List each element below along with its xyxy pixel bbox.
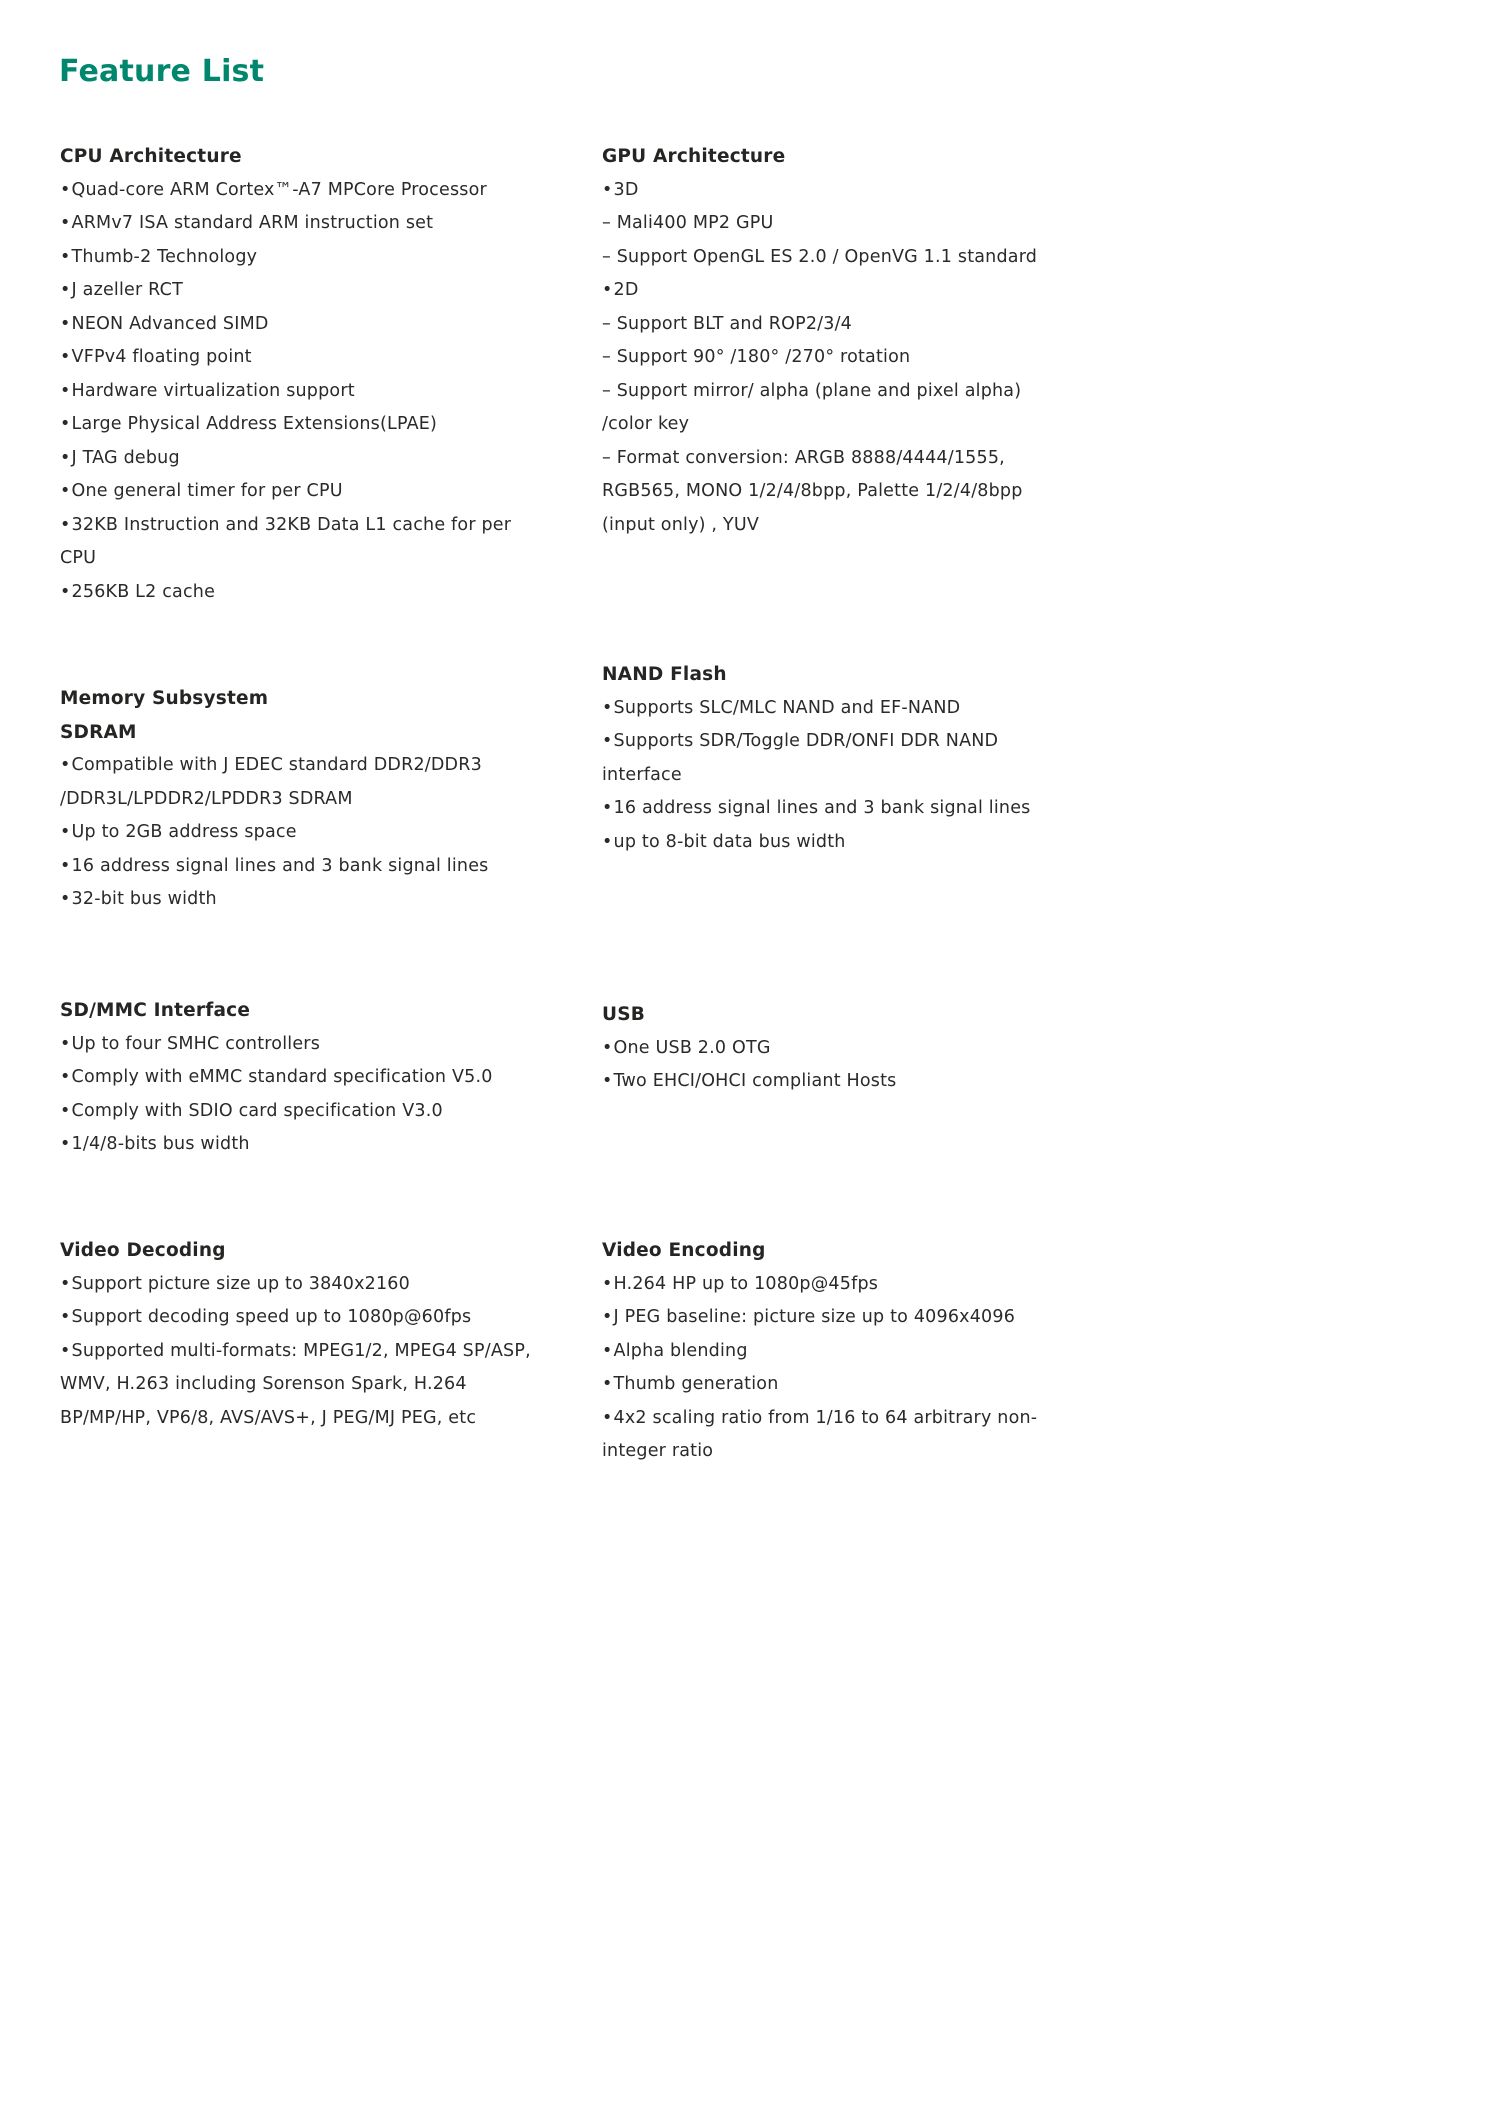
bullet-icon: •	[60, 347, 71, 367]
feature-text: Supported multi-formats: MPEG1/2, MPEG4 SP/ASP, WMV, H.263 including Sorenson Spark, H.264 BP/MP/HP, VP6/8, AVS/AVS+, J PEG/MJ PEG, etc	[60, 1340, 531, 1428]
feature-subitem	[602, 375, 1064, 442]
bullet-icon: •	[60, 179, 71, 200]
feature-item	[602, 1301, 1064, 1335]
feature-text: Alpha blending	[613, 1340, 748, 1361]
feature-text: 4x2 scaling ratio from 1/16 to 64 arbitrary non-integer ratio	[602, 1407, 1038, 1461]
feature-item	[60, 174, 550, 208]
section-heading: GPU Architecture	[602, 146, 786, 167]
feature-item	[60, 442, 550, 476]
feature-item	[602, 1402, 1064, 1469]
feature-text: Comply with eMMC standard specification V5.0	[71, 1067, 493, 1087]
bullet-icon: •	[602, 697, 613, 718]
feature-item	[60, 341, 550, 375]
feature-item	[60, 274, 550, 308]
feature-text: VFPv4 floating point	[71, 347, 252, 367]
bullet-icon: •	[602, 1037, 613, 1058]
feature-item	[60, 509, 550, 576]
feature-text: One general timer for per CPU	[71, 481, 343, 501]
section-video-encoding	[602, 1234, 1064, 1469]
feature-text: Thumb generation	[613, 1374, 779, 1394]
feature-item	[602, 1335, 1064, 1369]
bullet-icon: •	[602, 1340, 613, 1361]
feature-item	[60, 241, 550, 275]
bullet-icon: •	[60, 280, 71, 300]
feature-subitem	[602, 341, 1064, 375]
bullet-icon: •	[60, 447, 71, 468]
feature-text: Up to four SMHC controllers	[71, 1033, 321, 1054]
section-heading: CPU Architecture	[60, 146, 242, 167]
bullet-icon: •	[602, 179, 613, 200]
bullet-icon: •	[602, 731, 613, 751]
feature-item	[602, 274, 1064, 308]
bullet-icon: •	[602, 1374, 613, 1394]
feature-item	[60, 1335, 560, 1436]
bullet-icon: •	[60, 414, 71, 434]
feature-text: J azeller RCT	[71, 280, 183, 300]
feature-item	[602, 792, 1064, 826]
feature-text: 1/4/8-bits bus width	[71, 1134, 250, 1154]
feature-text: 32KB Instruction and 32KB Data L1 cache for per CPU	[60, 514, 512, 568]
feature-subitem	[602, 241, 1064, 275]
feature-item	[60, 375, 550, 409]
feature-text: – Support mirror/ alpha (plane and pixel alpha) /color key	[602, 380, 1022, 434]
feature-item	[60, 576, 550, 610]
bullet-icon: •	[602, 1071, 613, 1091]
bullet-icon: •	[60, 1340, 71, 1361]
section-gpu-architecture	[602, 140, 1064, 542]
section-cpu-architecture	[60, 140, 550, 609]
feature-item	[602, 1268, 1064, 1302]
feature-text: Hardware virtualization support	[71, 380, 355, 401]
feature-text: J TAG debug	[71, 447, 180, 468]
feature-item	[60, 1028, 550, 1062]
bullet-icon: •	[60, 481, 71, 501]
feature-item	[60, 816, 550, 850]
bullet-icon: •	[602, 1307, 613, 1327]
feature-text: 16 address signal lines and 3 bank signal lines	[71, 855, 489, 876]
feature-text: 3D	[613, 179, 639, 200]
feature-subitem	[602, 207, 1064, 241]
feature-text: up to 8-bit data bus width	[613, 831, 846, 852]
feature-text: Supports SDR/Toggle DDR/ONFI DDR NAND interface	[602, 731, 999, 785]
bullet-icon: •	[60, 213, 71, 233]
feature-item	[602, 692, 1064, 726]
bullet-icon: •	[602, 831, 613, 852]
bullet-icon: •	[60, 1307, 71, 1327]
feature-text: Support picture size up to 3840x2160	[71, 1273, 410, 1294]
feature-text: 2D	[613, 280, 639, 300]
bullet-icon: •	[60, 313, 71, 334]
bullet-icon: •	[60, 581, 71, 602]
bullet-icon: •	[602, 280, 613, 300]
section-heading: NAND Flash	[602, 664, 727, 685]
feature-text: H.264 HP up to 1080p@45fps	[613, 1273, 879, 1294]
section-heading: Video Encoding	[602, 1240, 766, 1261]
bullet-icon: •	[60, 1033, 71, 1054]
feature-item	[60, 1128, 550, 1162]
feature-item	[602, 1032, 1064, 1066]
feature-text: ARMv7 ISA standard ARM instruction set	[71, 213, 434, 233]
feature-text: Large Physical Address Extensions(LPAE)	[71, 414, 438, 434]
feature-text: Comply with SDIO card specification V3.0	[71, 1100, 443, 1121]
bullet-icon: •	[60, 514, 71, 535]
bullet-icon: •	[602, 1273, 613, 1294]
section-video-decoding	[60, 1234, 560, 1435]
feature-text: – Support 90° /180° /270° rotation	[602, 347, 911, 367]
bullet-icon: •	[60, 822, 71, 842]
feature-item	[60, 749, 550, 816]
feature-text: Supports SLC/MLC NAND and EF-NAND	[613, 697, 961, 718]
feature-item	[602, 174, 1064, 208]
feature-text: Up to 2GB address space	[71, 822, 297, 842]
bullet-icon: •	[602, 1407, 613, 1428]
bullet-icon: •	[60, 380, 71, 401]
feature-item	[60, 883, 550, 917]
feature-text: Compatible with J EDEC standard DDR2/DDR3 /DDR3L/LPDDR2/LPDDR3 SDRAM	[60, 755, 482, 809]
feature-text: Thumb-2 Technology	[71, 246, 258, 267]
feature-item	[602, 725, 1064, 792]
section-nand-flash	[602, 658, 1064, 859]
feature-text: NEON Advanced SIMD	[71, 313, 269, 334]
bullet-icon: •	[60, 1100, 71, 1121]
section-heading: Memory Subsystem	[60, 688, 269, 709]
feature-item	[602, 1368, 1064, 1402]
feature-item	[60, 850, 550, 884]
feature-subitem	[602, 442, 1064, 543]
feature-item	[60, 1301, 560, 1335]
bullet-icon: •	[60, 1273, 71, 1294]
feature-text: – Support BLT and ROP2/3/4	[602, 313, 853, 334]
feature-text: – Support OpenGL ES 2.0 / OpenVG 1.1 standard	[602, 246, 1038, 267]
feature-item	[602, 826, 1064, 860]
bullet-icon: •	[60, 755, 71, 775]
feature-text: Support decoding speed up to 1080p@60fps	[71, 1307, 472, 1327]
bullet-icon: •	[60, 855, 71, 876]
bullet-icon: •	[60, 1067, 71, 1087]
bullet-icon: •	[60, 246, 71, 267]
bullet-icon: •	[60, 889, 71, 909]
section-heading: USB	[602, 1004, 646, 1025]
feature-item	[60, 308, 550, 342]
feature-item	[60, 207, 550, 241]
section-heading: SD/MMC Interface	[60, 1000, 251, 1021]
feature-subitem	[602, 308, 1064, 342]
feature-text: 16 address signal lines and 3 bank signal lines	[613, 798, 1031, 818]
feature-text: 32-bit bus width	[71, 889, 217, 909]
section-heading: Video Decoding	[60, 1240, 226, 1261]
feature-item	[602, 1065, 1064, 1099]
feature-item	[60, 1268, 560, 1302]
bullet-icon: •	[602, 798, 613, 818]
feature-text: Two EHCI/OHCI compliant Hosts	[613, 1071, 897, 1091]
feature-text: One USB 2.0 OTG	[613, 1037, 771, 1058]
feature-text: 256KB L2 cache	[71, 581, 216, 602]
section-usb	[602, 998, 1064, 1099]
feature-text: – Mali400 MP2 GPU	[602, 213, 774, 233]
bullet-icon: •	[60, 1134, 71, 1154]
feature-item	[60, 1095, 550, 1129]
page-title: Feature List	[59, 54, 265, 89]
feature-item	[60, 475, 550, 509]
section-subheading: SDRAM	[60, 721, 137, 743]
feature-item	[60, 1061, 550, 1095]
feature-text: – Format conversion: ARGB 8888/4444/1555, RGB565, MONO 1/2/4/8bpp, Palette 1/2/4/8bpp (input only) , YUV	[602, 447, 1023, 535]
feature-item	[60, 408, 550, 442]
section-sdmmc-interface	[60, 994, 550, 1162]
section-memory-subsystem	[60, 682, 550, 917]
feature-text: J PEG baseline: picture size up to 4096x4096	[613, 1307, 1016, 1327]
feature-text: Quad-core ARM Cortex™-A7 MPCore Processor	[71, 179, 487, 200]
